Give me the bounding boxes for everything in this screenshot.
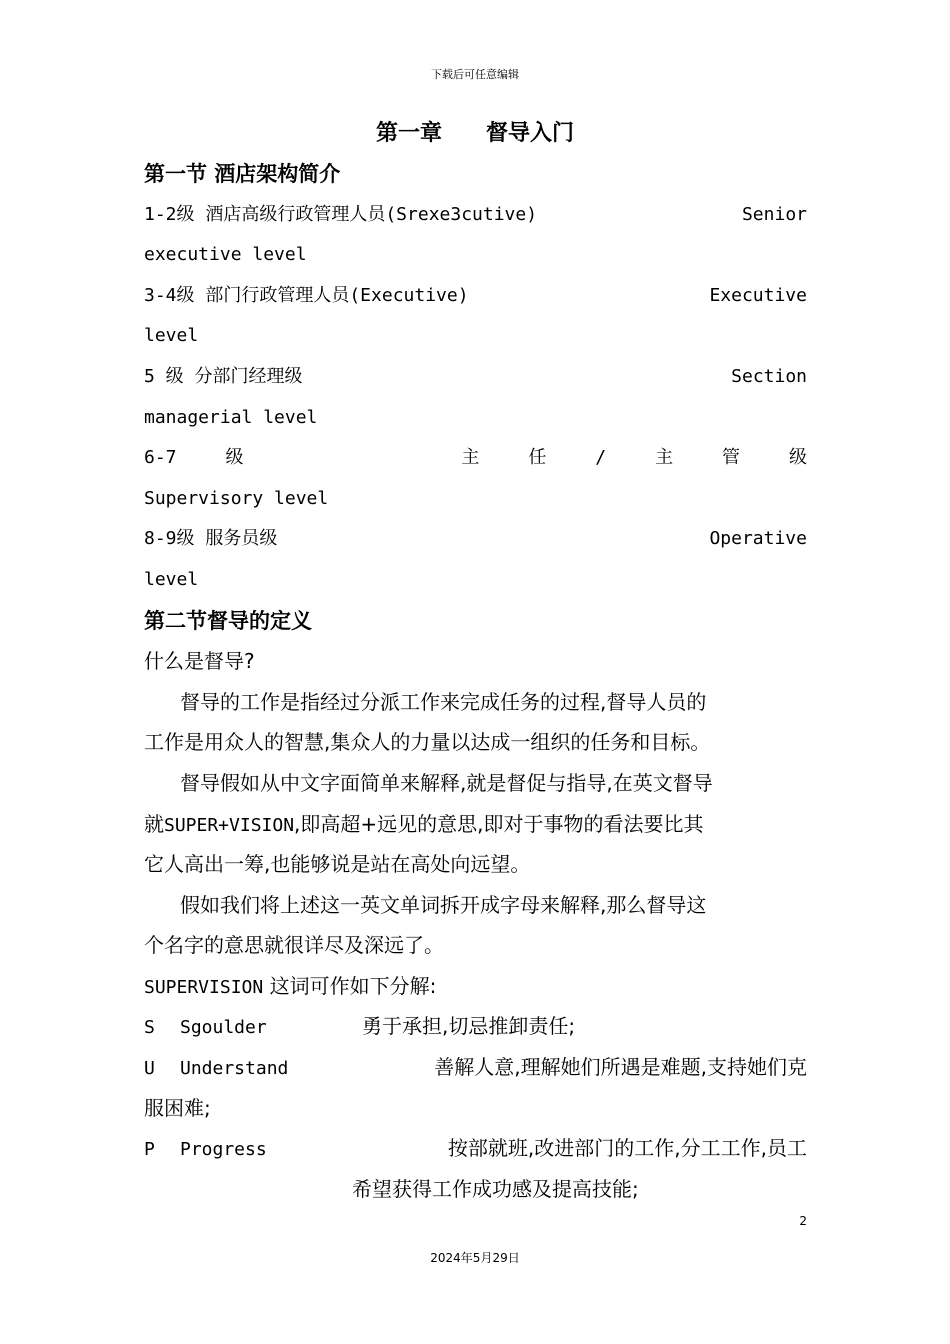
p2-mono: SUPER+VISION xyxy=(164,814,295,836)
chapter-title xyxy=(0,116,950,147)
level-cn: 8-9级 服务员级 xyxy=(144,528,278,550)
level-en: Senior xyxy=(741,203,807,225)
paragraph-2-line-1: 督导假如从中文字面简单来解释,就是督促与指导,在英文督导 xyxy=(180,770,713,795)
level-token: 主 xyxy=(655,447,674,469)
letter-row-s xyxy=(144,1006,807,1047)
letter: S xyxy=(144,1017,155,1039)
letter-word: Sgoulder xyxy=(180,1017,267,1039)
section-1-title: 第一节 酒店架构简介 xyxy=(144,162,341,186)
letter-meaning: 善解人意,理解她们所遇是难题,支持她们克 xyxy=(434,1055,807,1080)
letter-meaning: 勇于承担,切忌推卸责任; xyxy=(362,1014,576,1039)
chapter-name: 督导入门 xyxy=(486,121,575,146)
paragraph-1-line-1: 督导的工作是指经过分派工作来完成任务的过程,督导人员的 xyxy=(180,689,707,714)
level-row-5 xyxy=(144,519,807,560)
level-en-cont: executive level xyxy=(144,244,307,266)
level-token: 级 xyxy=(225,447,244,469)
page-number: 2 xyxy=(799,1214,807,1228)
letter-row-p xyxy=(144,1128,807,1169)
level-cn: 1-2级 酒店高级行政管理人员(Srexe3cutive) xyxy=(144,203,538,225)
level-en: Operative xyxy=(709,528,807,550)
level-en-cont: level xyxy=(144,568,199,590)
level-token: 级 xyxy=(788,447,807,469)
level-cn: 5 级 分部门经理级 xyxy=(144,365,303,387)
letter-word: Understand xyxy=(180,1058,289,1080)
letter: P xyxy=(144,1139,155,1161)
level-en-cont: Supervisory level xyxy=(144,487,329,509)
paragraph-2-line-2 xyxy=(144,804,807,845)
section-2-title: 第二节督导的定义 xyxy=(144,608,312,633)
level-token: / xyxy=(595,447,607,469)
letter: U xyxy=(144,1058,155,1080)
level-row-4 xyxy=(144,438,807,479)
paragraph-3-line-2: 个名字的意思就很详尽及深远了。 xyxy=(144,933,444,958)
level-en-cont: level xyxy=(144,325,199,347)
chapter-number: 第一章 xyxy=(375,121,442,146)
level-token: 6-7 xyxy=(144,447,177,469)
level-token: 主 xyxy=(461,447,480,469)
level-en: Section xyxy=(731,365,807,387)
paragraph-2-line-3: 它人高出一筹,也能够说是站在高处向远望。 xyxy=(144,852,531,877)
letter-meaning-cont: 希望获得工作成功感及提高技能; xyxy=(352,1176,639,1201)
p2-pre: 就 xyxy=(144,811,164,836)
level-token: 管 xyxy=(722,447,741,469)
letter-row-u xyxy=(144,1047,807,1088)
decomp-word: SUPERVISION xyxy=(144,976,264,998)
question-line: 什么是督导? xyxy=(144,649,255,674)
decomp-text: 这词可作如下分解: xyxy=(263,973,437,998)
level-cn: 3-4级 部门行政管理人员(Executive) xyxy=(144,284,469,306)
letter-meaning-cont: 服困难; xyxy=(144,1095,211,1120)
level-en: Executive xyxy=(709,284,807,306)
level-row-2 xyxy=(144,276,807,317)
level-token: 任 xyxy=(528,447,547,469)
footer-date: 2024年5月29日 xyxy=(430,1251,520,1265)
paragraph-1-line-2: 工作是用众人的智慧,集众人的力量以达成一组织的任务和目标。 xyxy=(144,730,711,755)
level-row-3 xyxy=(144,357,807,398)
letter-word: Progress xyxy=(180,1139,267,1161)
page-header: 下载后可任意编辑 xyxy=(431,68,519,81)
decomposition-intro xyxy=(144,966,807,1007)
level-row-1 xyxy=(144,195,807,236)
p2-post: ,即高超+远见的意思,即对于事物的看法要比其 xyxy=(294,811,704,836)
letter-meaning: 按部就班,改进部门的工作,分工工作,员工 xyxy=(447,1136,807,1161)
paragraph-3-line-1: 假如我们将上述这一英文单词拆开成字母来解释,那么督导这 xyxy=(180,892,707,917)
document-body xyxy=(144,154,807,1209)
level-en-cont: managerial level xyxy=(144,406,318,428)
